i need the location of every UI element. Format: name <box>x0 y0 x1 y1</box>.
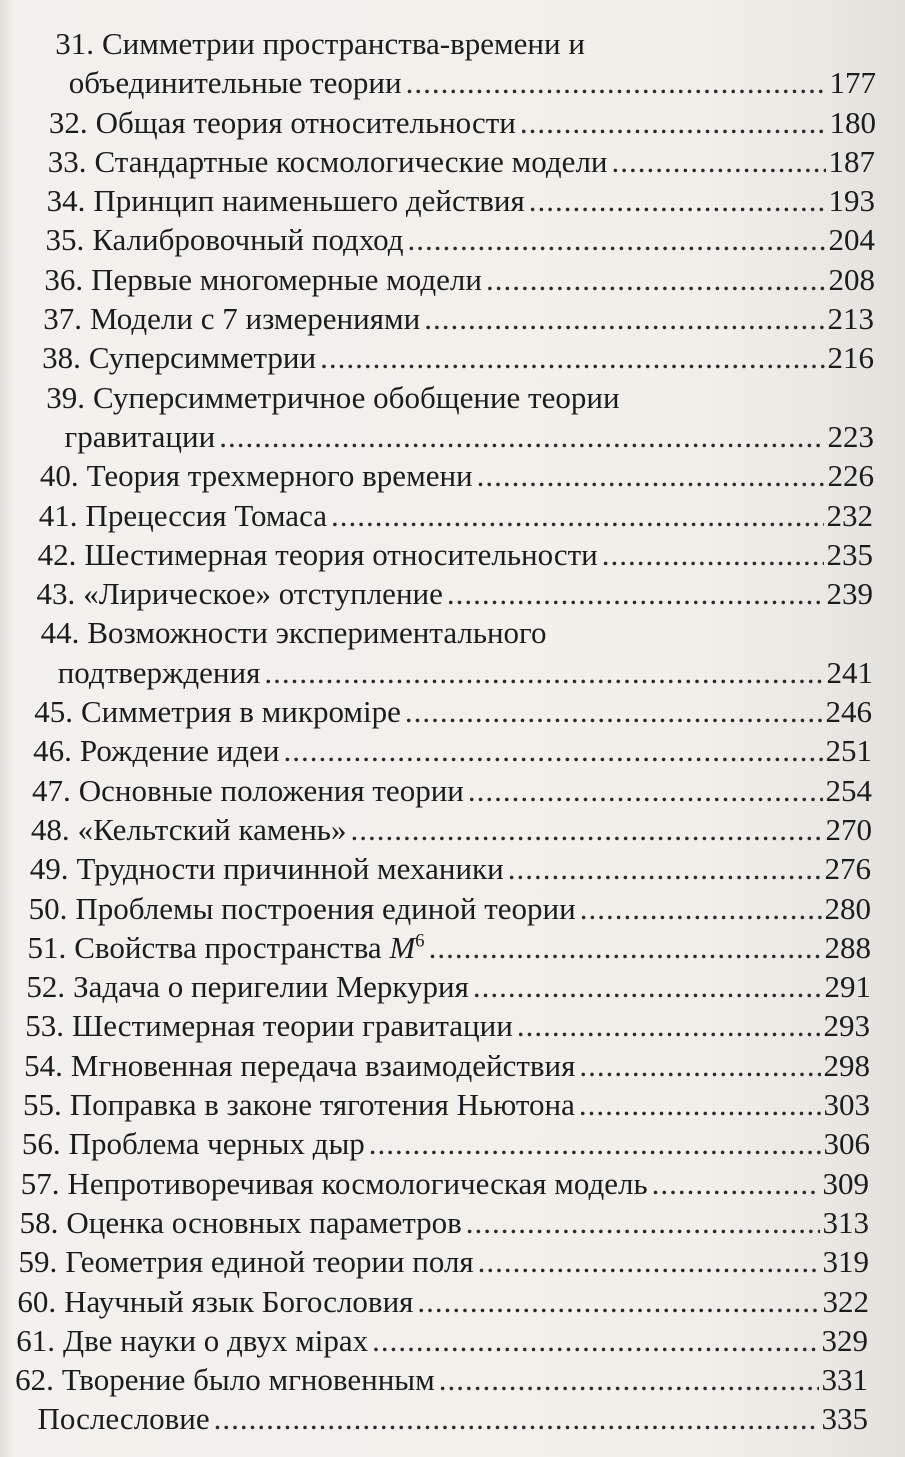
toc-entry <box>0 613 905 652</box>
page-number: 213 <box>827 301 874 337</box>
dot-leader <box>466 1203 820 1242</box>
page-number: 239 <box>826 576 873 612</box>
toc-entry <box>0 496 905 535</box>
dot-leader <box>447 574 824 613</box>
page-number: 241 <box>826 654 873 690</box>
entry-title: Принцип наименьшего действия <box>93 183 525 219</box>
entry-title: Калибровочный подход <box>92 222 404 258</box>
entry-number: 32. <box>48 104 88 140</box>
entry-title: Оценка основных параметров <box>66 1204 462 1240</box>
toc-entry <box>0 692 905 731</box>
toc-entry <box>0 1399 905 1438</box>
entry-title: Непротиворечивая космологическая модель <box>67 1165 648 1201</box>
entry-title: подтверждения <box>57 654 261 690</box>
toc-entry <box>0 1046 905 1085</box>
entry-title: Мгновенная передача взаимодействия <box>70 1047 576 1083</box>
entry-title: Первые многомерные модели <box>91 261 482 297</box>
entry-number: 33. <box>47 143 87 179</box>
dot-leader <box>264 653 823 692</box>
page-number: 235 <box>826 536 873 572</box>
page-number: 177 <box>829 65 876 101</box>
dot-leader <box>429 928 822 967</box>
dot-leader <box>602 535 824 574</box>
page-number: 226 <box>827 458 874 494</box>
entry-title: «Кельтский камень» <box>77 811 347 847</box>
entry-number: 54. <box>24 1047 63 1083</box>
dot-leader <box>424 299 824 338</box>
dot-leader <box>214 1399 819 1438</box>
toc-entry <box>0 24 905 63</box>
entry-title: Послесловие <box>37 1401 210 1437</box>
math-symbol: M <box>389 929 416 965</box>
dot-leader <box>283 731 822 770</box>
toc-entry <box>0 849 905 888</box>
page-number: 251 <box>825 733 872 769</box>
entry-title: Прецессия Томаса <box>85 497 327 533</box>
page-number: 331 <box>821 1362 868 1398</box>
entry-number: 45. <box>34 694 73 730</box>
entry-title: Проблемы построения единой теории <box>75 890 576 926</box>
entry-number: 55. <box>23 1087 62 1123</box>
entry-number: 51. <box>27 929 67 965</box>
dot-leader <box>478 1242 820 1281</box>
math-superscript: 6 <box>415 930 425 952</box>
entry-title: Теория трехмерного времени <box>86 458 473 494</box>
entry-number: 61. <box>16 1322 55 1358</box>
entry-number: 60. <box>17 1283 57 1319</box>
dot-leader <box>473 967 822 1006</box>
page-number: 180 <box>829 104 876 140</box>
entry-title: Суперсимметрии <box>88 340 317 376</box>
toc-entry <box>0 103 905 142</box>
entry-number: 48. <box>30 811 70 847</box>
entry-number: 47. <box>32 772 71 808</box>
entry-title: Возможности экспериментального <box>87 615 547 651</box>
entry-number: 49. <box>29 851 69 887</box>
toc-entry <box>0 810 905 849</box>
entry-number: 42. <box>37 536 77 572</box>
dot-leader <box>369 1124 821 1163</box>
toc-entry <box>0 63 905 102</box>
entry-title: Симметрия в микромiре <box>81 694 401 730</box>
toc-entry <box>0 220 905 259</box>
page-number: 270 <box>825 811 872 847</box>
page-number: 335 <box>821 1401 868 1437</box>
dot-leader <box>508 849 822 888</box>
entry-title: гравитации <box>64 418 216 454</box>
page-number: 208 <box>828 261 875 297</box>
dot-leader <box>529 181 826 220</box>
dot-leader <box>439 1360 819 1399</box>
entry-number: 38. <box>42 340 81 376</box>
entry-number: 35. <box>45 222 85 258</box>
entry-number: 56. <box>21 1126 61 1162</box>
page-number: 232 <box>826 497 873 533</box>
dot-leader <box>486 260 826 299</box>
dot-leader <box>579 1046 820 1085</box>
toc-entry <box>0 1321 905 1360</box>
dot-leader <box>580 889 822 928</box>
dot-leader <box>520 103 827 142</box>
page-number: 193 <box>828 183 875 219</box>
entry-number: 57. <box>20 1165 60 1201</box>
toc-entry <box>0 1085 905 1124</box>
toc-entry <box>0 731 905 770</box>
entry-number: 46. <box>33 733 72 769</box>
entry-title: Свойства пространства $M^6$ <box>74 929 425 965</box>
entry-number: 40. <box>39 458 79 494</box>
page-number: 276 <box>824 851 871 887</box>
page-number: 223 <box>827 418 874 454</box>
dot-leader <box>405 692 823 731</box>
entry-number: 34. <box>46 183 86 219</box>
dot-leader <box>406 63 827 102</box>
dot-leader <box>320 338 824 377</box>
entry-number: 31. <box>55 26 94 61</box>
entry-title: «Лирическое» отступление <box>83 576 443 612</box>
entry-title: Модели с 7 измерениями <box>90 301 421 337</box>
page-number: 254 <box>825 772 872 808</box>
page-number: 319 <box>822 1244 869 1280</box>
page-number: 246 <box>825 694 872 730</box>
page-number: 187 <box>828 143 875 179</box>
entry-title: Научный язык Богословия <box>64 1283 414 1319</box>
table-of-contents <box>0 24 905 1439</box>
page-number: 322 <box>822 1283 869 1319</box>
dot-leader <box>331 496 824 535</box>
entry-title: Общая теория относительности <box>95 104 516 140</box>
dot-leader <box>219 417 824 456</box>
page-number: 293 <box>823 1008 870 1044</box>
dot-leader <box>350 810 822 849</box>
entry-title: Стандартные космологические модели <box>94 143 608 179</box>
page-number: 329 <box>821 1322 868 1358</box>
page-number: 291 <box>824 969 871 1005</box>
toc-entry <box>0 299 905 338</box>
toc-entry <box>0 456 905 495</box>
toc-entry <box>0 417 905 456</box>
page-number: 280 <box>824 890 871 926</box>
entry-number: 44. <box>40 615 80 651</box>
entry-number: 53. <box>25 1008 64 1044</box>
page-number: 216 <box>827 340 874 376</box>
toc-entry <box>0 653 905 692</box>
entry-number: 52. <box>26 969 66 1005</box>
entry-number: 50. <box>28 890 68 926</box>
entry-title: Шестимерная теории гравитации <box>72 1008 513 1044</box>
page-number: 204 <box>828 222 875 258</box>
toc-entry <box>0 1242 905 1281</box>
toc-entry <box>0 1164 905 1203</box>
toc-entry <box>0 1203 905 1242</box>
page-number: 306 <box>823 1126 870 1162</box>
dot-leader <box>579 1085 821 1124</box>
toc-entry <box>0 378 905 417</box>
dot-leader <box>468 771 823 810</box>
dot-leader <box>477 456 825 495</box>
entry-title: Две науки о двух мiрах <box>63 1322 369 1358</box>
entry-title: Трудности причинной механики <box>76 851 504 887</box>
page-number: 288 <box>824 929 871 965</box>
entry-title: Задача о перигелии Меркурия <box>73 969 469 1005</box>
entry-number: 62. <box>15 1362 54 1398</box>
dot-leader <box>517 1006 821 1045</box>
toc-entry <box>0 1282 905 1321</box>
toc-entry <box>0 967 905 1006</box>
entry-title: Суперсимметричное обобщение теории <box>93 379 620 415</box>
page-number: 303 <box>823 1087 870 1123</box>
entry-title: Рождение идеи <box>79 733 280 769</box>
dot-leader <box>372 1321 818 1360</box>
toc-entry <box>0 928 905 967</box>
entry-number: 43. <box>36 576 76 612</box>
entry-number: 36. <box>44 261 84 297</box>
entry-number: 41. <box>38 497 78 533</box>
page-number: 309 <box>822 1165 869 1201</box>
toc-entry <box>0 771 905 810</box>
entry-title: Симметрии пространства-времени и <box>102 26 585 61</box>
toc-entry <box>0 574 905 613</box>
toc-entry <box>0 181 905 220</box>
toc-entry <box>0 142 905 181</box>
dot-leader <box>408 220 826 259</box>
entry-number: 58. <box>19 1204 59 1240</box>
toc-entry <box>0 338 905 377</box>
dot-leader <box>417 1282 819 1321</box>
entry-number: 59. <box>18 1244 58 1280</box>
toc-entry <box>0 1006 905 1045</box>
toc-entry <box>0 535 905 574</box>
entry-title: Поправка в законе тяготения Ньютона <box>69 1087 575 1123</box>
toc-entry <box>0 889 905 928</box>
entry-title: Проблема черных дыр <box>68 1126 365 1162</box>
dot-leader <box>652 1164 820 1203</box>
toc-entry <box>0 1124 905 1163</box>
entry-title: Творение было мгновенным <box>61 1362 435 1398</box>
entry-number: 39. <box>46 379 85 415</box>
dot-leader <box>612 142 826 181</box>
page-number: 313 <box>822 1204 869 1240</box>
entry-title: Шестимерная теория относительности <box>84 536 598 572</box>
page-number: 298 <box>823 1047 870 1083</box>
toc-entry <box>0 260 905 299</box>
toc-entry <box>0 1360 905 1399</box>
entry-number: 37. <box>43 301 82 337</box>
entry-title: объединительные теории <box>68 65 402 101</box>
entry-title: Геометрия единой теории поля <box>65 1244 474 1280</box>
entry-title: Основные положения теории <box>78 772 464 808</box>
